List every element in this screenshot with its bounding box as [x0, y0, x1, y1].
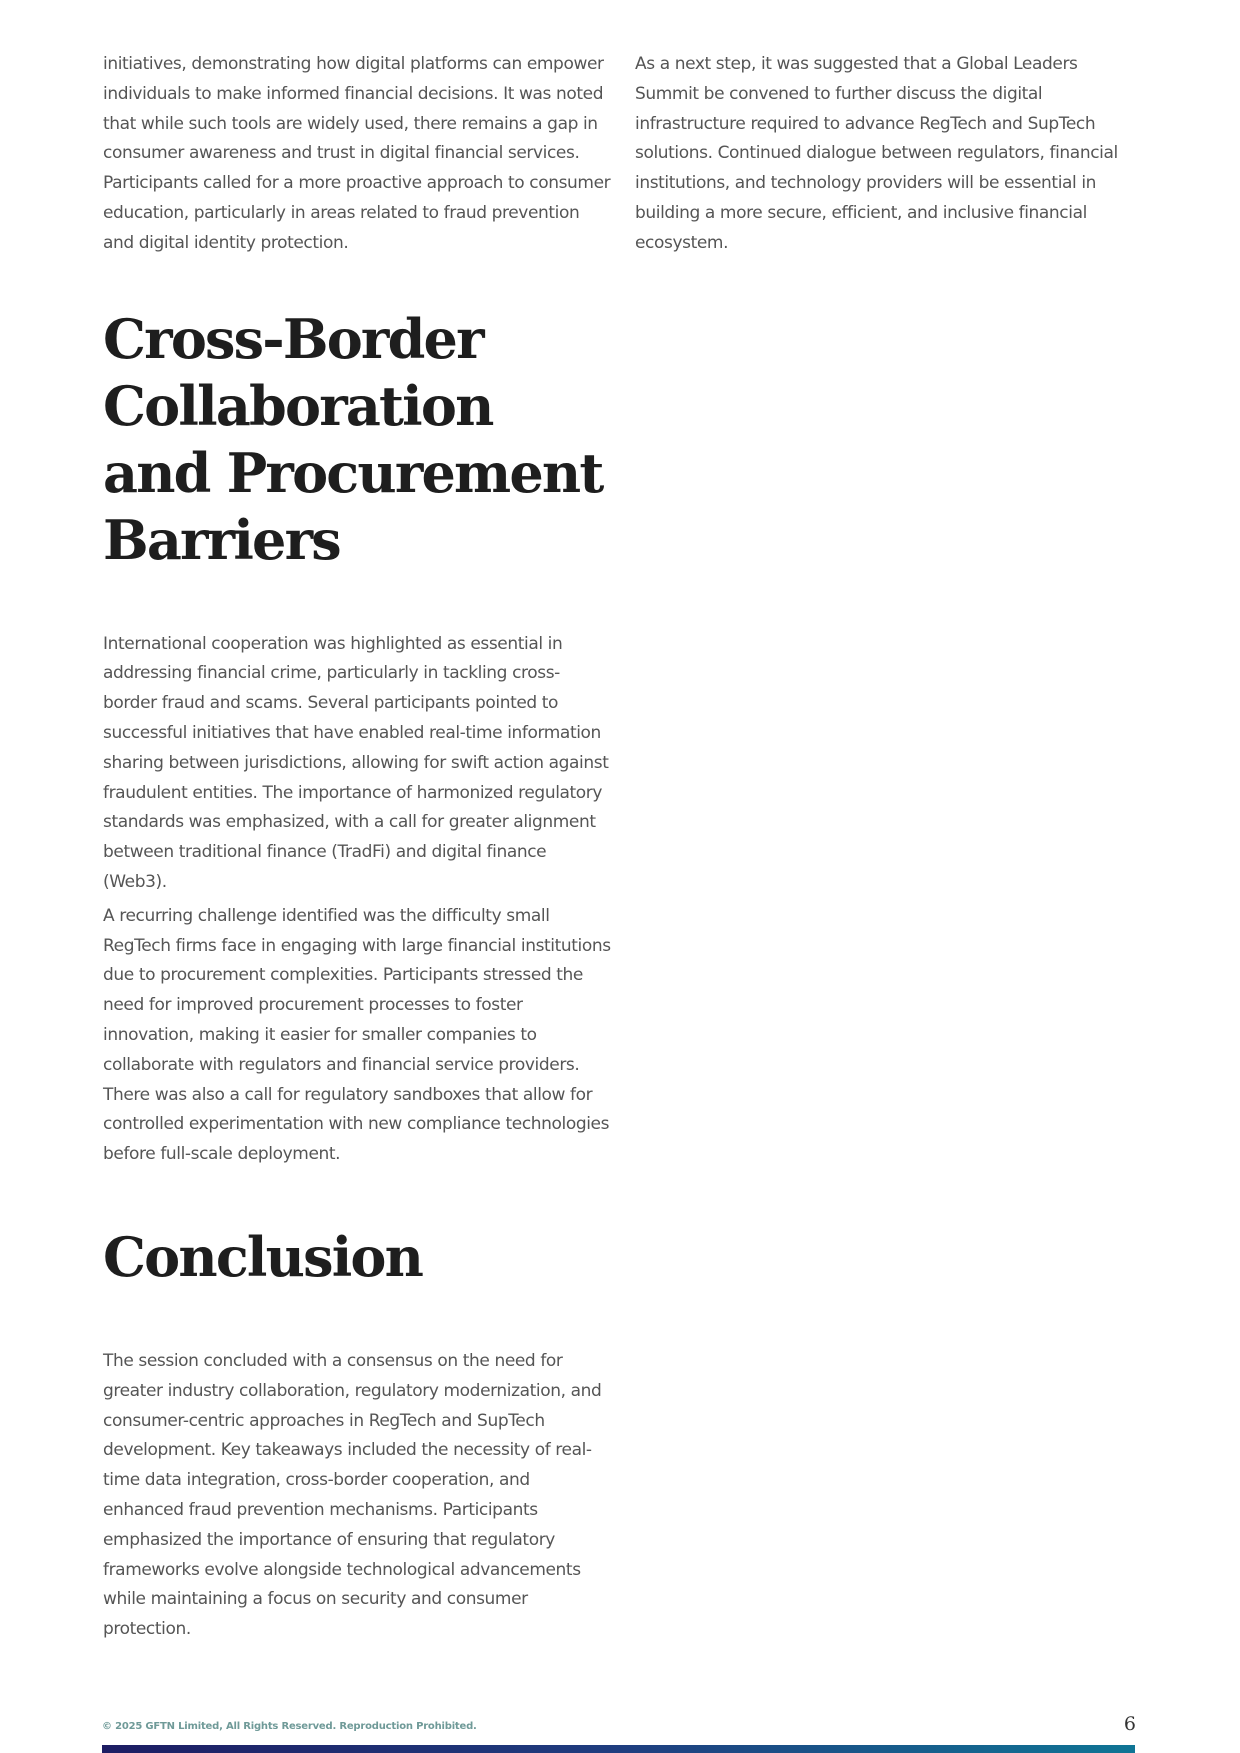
right-column	[635, 50, 1143, 263]
conclusion-paragraph: The session concluded with a consensus on the need for greater industry collaboration, regulatory modernization, and consumer-centric approaches in RegTech and SupTech development. Key takeaways included the necessity of real-time data integration, cross-border cooperation, and enhanced fraud prevention mechanisms. Participants emphasized the importance of ensuring that regulatory frameworks evolve alongside technological advancements while maintaining a focus on security and consumer protection.	[103, 1350, 602, 1640]
intro-paragraph: initiatives, demonstrating how digital platforms can empower individuals to make informed financial decisions. It was noted that while such tools are widely used, there remains a gap in consumer awareness and trust in digital financial services. Participants called for a more proactive approach to consumer education, particularly in areas related to fraud prevention and digital identity protection.	[103, 54, 611, 253]
cross-border-paragraph-1: International cooperation was highlighted as essential in addressing financial crime, particularly in tackling cross-border fraud and scams. Several participants pointed to successful initiatives that have enabled real-time information sharing between jurisdictions, allowing for swift action against fraudulent entities. The importance of harmonized regulatory standards was emphasized, with a call for greater alignment between traditional finance (TradFi) and digital finance (Web3).	[103, 633, 609, 892]
footer-gradient-bar	[102, 1745, 1135, 1753]
next-step-paragraph: As a next step, it was suggested that a Global Leaders Summit be convened to further discuss the digital infrastructure required to advance RegTech and SupTech solutions. Continued dialogue between regulators, financial institutions, and technology providers will be essential in building a more secure, efficient, and inclusive financial ecosystem.	[635, 54, 1118, 253]
cross-border-paragraph-2: A recurring challenge identified was the difficulty small RegTech firms face in engaging with large financial institutions due to procurement complexities. Participants stressed the need for improved procurement processes to foster innovation, making it easier for smaller companies to collaborate with regulators and financial service providers. There was also a call for regulatory sandboxes that allow for controlled experimentation with new compliance technologies before full-scale deployment.	[103, 905, 611, 1165]
page-number: 6	[1123, 1713, 1136, 1735]
footer-copyright: © 2025 GFTN Limited, All Rights Reserved. Reproduction Prohibited.	[102, 1721, 477, 1732]
conclusion-heading: Conclusion	[103, 1224, 423, 1289]
cross-border-heading: Cross-Border Collaboration and Procurement Barriers	[103, 306, 603, 572]
left-column	[103, 50, 611, 1649]
